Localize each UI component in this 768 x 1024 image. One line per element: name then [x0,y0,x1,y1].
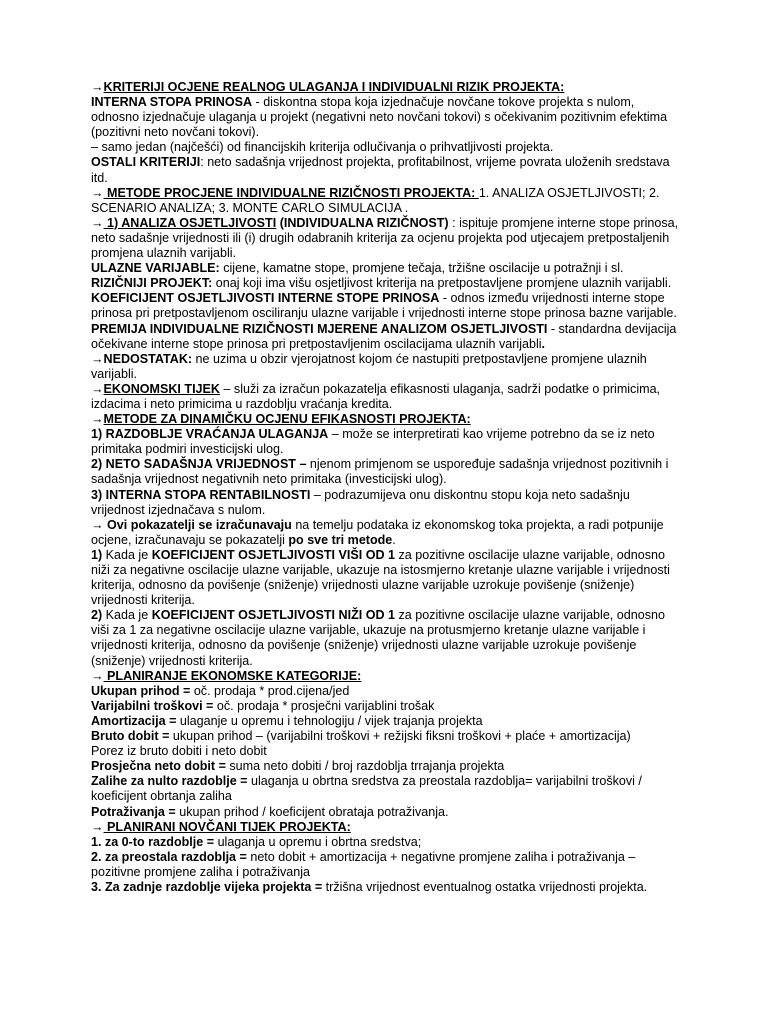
bold-term: OSTALI KRITERIJI [91,155,201,170]
bold-term: INTERNA STOPA PRINOSA [91,95,253,110]
paragraph [91,850,681,880]
text-run: na temelju podataka iz ekonomskog toka projekta, a radi potpunije ocjene, izračunavaju se pokazatelji [91,517,664,547]
section-heading: PLANIRANI NOVČANI TIJEK PROJEKTA: [103,819,351,834]
arrow-icon: → [91,412,104,427]
bold-term: 1) RAZDOBLJE VRAĆANJA ULAGANJA [91,427,329,442]
paragraph [91,744,681,759]
paragraph [91,382,681,412]
bold-term: Zalihe za nulto razdoblje = [91,774,251,789]
bold-term: ULAZNE VARIJABLE: [91,261,220,276]
text-run: ukupan prihod – (varijabilni troškovi + režijski fiksni troškovi + plaće + amortizacija) [172,729,631,744]
paragraph [91,488,681,518]
paragraph [91,140,681,155]
arrow-icon: → [91,668,104,683]
text-run: za pozitivne oscilacije ulazne varijable, odnosno viši za 1 za negativne oscilacije ulazne varijable, ukazuje na protusmjerno kretanje ulazne varijable i vrijednosti kriterija, odnosno da povišenje (sniženje) vrijednosti ulazne varijable uzrokuje povišenje (sniženje) vrijednosti kriterija. [91,608,665,668]
paragraph [91,684,681,699]
text-run: – služi za izračun pokazatelja efikasnosti ulaganja, sadrži podatke o primicima, izdacima i neto primicima u razdoblju vraćanja kredita. [91,381,661,411]
bold-term: . [541,336,546,351]
text-run: ulaganja u obrtna sredstva za preostala razdoblja= varijabilni troškovi / koeficijent obrtanja zaliha [91,774,642,804]
paragraph [91,261,681,276]
bold-term: PREMIJA INDIVIDUALNE RIZIČNOSTI MJERENE ANALIZOM OSJETLJIVOSTI [91,321,548,336]
bold-term: KOEFICIJENT OSJETLJIVOSTI INTERNE STOPE PRINOSA [91,291,440,306]
text-run: Porez iz bruto dobiti i neto dobit [91,744,267,759]
bold-term: NEDOSTATAK: [103,351,193,366]
text-run: oč. prodaja * prod.cijena/jed [193,683,350,698]
arrow-icon: → [91,215,104,230]
text-run: ne uzima u obzir vjerojatnost kojom će nastupiti pretpostavljene promjene ulaznih varijabli. [91,351,647,381]
bold-term: Amortizacija = [91,713,180,728]
paragraph [91,216,681,261]
paragraph [91,186,681,216]
bold-term: 1) [91,547,103,562]
paragraph [91,608,681,668]
text-run: – može se interpretirati kao vrijeme potrebno da se iz neto primitaka podmiri investicijski ulog. [91,427,655,457]
bold-term: Bruto dobit = [91,729,173,744]
section-heading: KRITERIJI OCJENE REALNOG ULAGANJA I INDIVIDUALNI RIZIK PROJEKTA: [103,80,565,94]
text-run: - diskontna stopa koja izjednačuje novčane tokove projekta s nulom, odnosno izjednačuje ulaganja u projekt (negativni neto novčani tokovi) s očekivanim pozitivnim efektima (pozitivni neto novčani tokovi). [91,95,668,140]
paragraph [91,291,681,321]
arrow-icon: → [91,80,104,94]
bold-term: Potraživanja = [91,804,180,819]
paragraph [91,880,681,895]
section-heading: PLANIRANJE EKONOMSKE KATEGORIJE: [103,668,362,683]
text-run: – podrazumijeva onu diskontnu stopu koja neto sadašnju vrijednost izjednačava s nulom. [91,487,630,517]
paragraph [91,699,681,714]
paragraph [91,155,681,185]
bold-term: po sve tri metode [288,532,393,547]
text-run: oč. prodaja * prosječni varijablini trošak [216,698,435,713]
arrow-icon: → [91,381,104,396]
section-heading: 1) ANALIZA OSJETLJIVOSTI [103,215,277,230]
paragraph [91,427,681,457]
paragraph [91,518,681,548]
paragraph [91,835,681,850]
bold-term: (INDIVIDUALNA RIZIČNOST) [276,215,449,230]
text-run: ukupan prihod / koeficijent obrataja potraživanja. [179,804,449,819]
bold-term: Ovi pokazatelji se izračunavaju [103,517,292,532]
paragraph [91,820,681,835]
paragraph [91,774,681,804]
text-run: njenom primjenom se uspoređuje sadašnja vrijednost pozitivnih i sadašnja vrijednost negativnih neto primitaka (investicijski ulog). [91,457,669,487]
bold-term: 1. za 0-to razdoblje = [91,834,218,849]
arrow-icon: → [91,517,104,532]
text-run: suma neto dobiti / broj razdoblja trrajanja projekta [229,759,505,774]
paragraph [91,276,681,291]
text-run: – samo jedan (najčešći) od financijskih kriterija odlučivanja o prihvatljivosti projekta. [91,140,554,155]
text-run: tržišna vrijednost eventualnog ostatka vrijednosti projekta. [325,879,648,894]
text-run: - odnos između vrijednosti interne stope prinosa pri pretpostavljenom osciliranju ulazne varijable i vrijednosti interne stope prinosa bazne varijable. [91,291,677,321]
paragraph [91,729,681,744]
bold-term: 2) NETO SADAŠNJA VRIJEDNOST – [91,457,310,472]
document-body [91,80,681,895]
text-run: . [392,532,396,547]
paragraph [91,80,681,95]
text-run: onaj koji ima višu osjetljivost kriterija na pretpostavljene promjene ulaznih varijabli. [212,276,672,291]
bold-term: KOEFICIJENT OSJETLJIVOSTI VIŠI OD 1 [151,547,396,562]
arrow-icon: → [91,185,104,200]
section-heading: EKONOMSKI TIJEK [103,381,220,396]
paragraph [91,548,681,608]
text-run: Kada je [102,547,152,562]
bold-term: RIZIČNIJI PROJEKT: [91,276,213,291]
text-run: - standardna devijacija očekivane interne stope prinosa pri pretpostavljenim oscilacijama ulaznih varijabli [91,321,677,351]
bold-term: Varijabilni troškovi = [91,698,217,713]
paragraph [91,322,681,352]
text-run: ulaganje u opremu i tehnologiju / vijek trajanja projekta [179,713,483,728]
paragraph [91,759,681,774]
text-run: ulaganja u opremu i obrtna sredstva; [217,834,422,849]
text-run: Kada je [102,608,152,623]
text-run: : ispituje promjene interne stope prinosa, neto sadašnje vrijednosti ili (i) drugih odabranih kriterija za ocjenu projekta pod utjecajem pretpostaljenih promjena ulaznih varijabli. [91,215,679,261]
paragraph [91,95,681,140]
paragraph [91,352,681,382]
bold-term: 2. za preostala razdoblja = [91,849,251,864]
paragraph [91,669,681,684]
bold-term: 2) [91,608,103,623]
paragraph [91,714,681,729]
bold-term: Ukupan prihod = [91,683,194,698]
paragraph [91,805,681,820]
section-heading: METODE ZA DINAMIČKU OCJENU EFIKASNOSTI PROJEKTA: [103,412,471,427]
bold-term: 3. Za zadnje razdoblje vijeka projekta = [91,879,326,894]
bold-term: 3) INTERNA STOPA RENTABILNOSTI [91,487,311,502]
bold-term: KOEFICIJENT OSJETLJIVOSTI NIŽI OD 1 [151,608,395,623]
text-run: neto dobit + amortizacija + negativne promjene zaliha i potraživanja – pozitivne promjene zaliha i potraživanja [91,849,636,879]
text-run: : neto sadašnja vrijednost projekta, profitabilnost, vrijeme povrata uloženih sredstava itd. [91,155,670,185]
paragraph [91,457,681,487]
arrow-icon: → [91,351,104,366]
bold-term: Prosječna neto dobit = [91,759,230,774]
text-run: cijene, kamatne stope, promjene tečaja, tržišne oscilacije u potražnji i sl. [219,261,624,276]
section-heading: METODE PROCJENE INDIVIDUALNE RIZIČNOSTI PROJEKTA: [103,185,479,200]
text-run: za pozitivne oscilacije ulazne varijable, odnosno niži za negativne oscilacije ulazne varijable, ukazuje na istosmjerno kretanje ulazne varijable i vrijednosti kriterija, odnosno da povišenje (sniženje) vrijednosti ulazne varijable uzrokuje povišenje (sniženje) vrijednosti kriterija. [91,547,670,608]
arrow-icon: → [91,819,104,834]
text-run: 1. ANALIZA OSJETLJIVOSTI; 2. SCENARIO ANALIZA; 3. MONTE CARLO SIMULACIJA . [91,185,660,215]
paragraph [91,412,681,427]
